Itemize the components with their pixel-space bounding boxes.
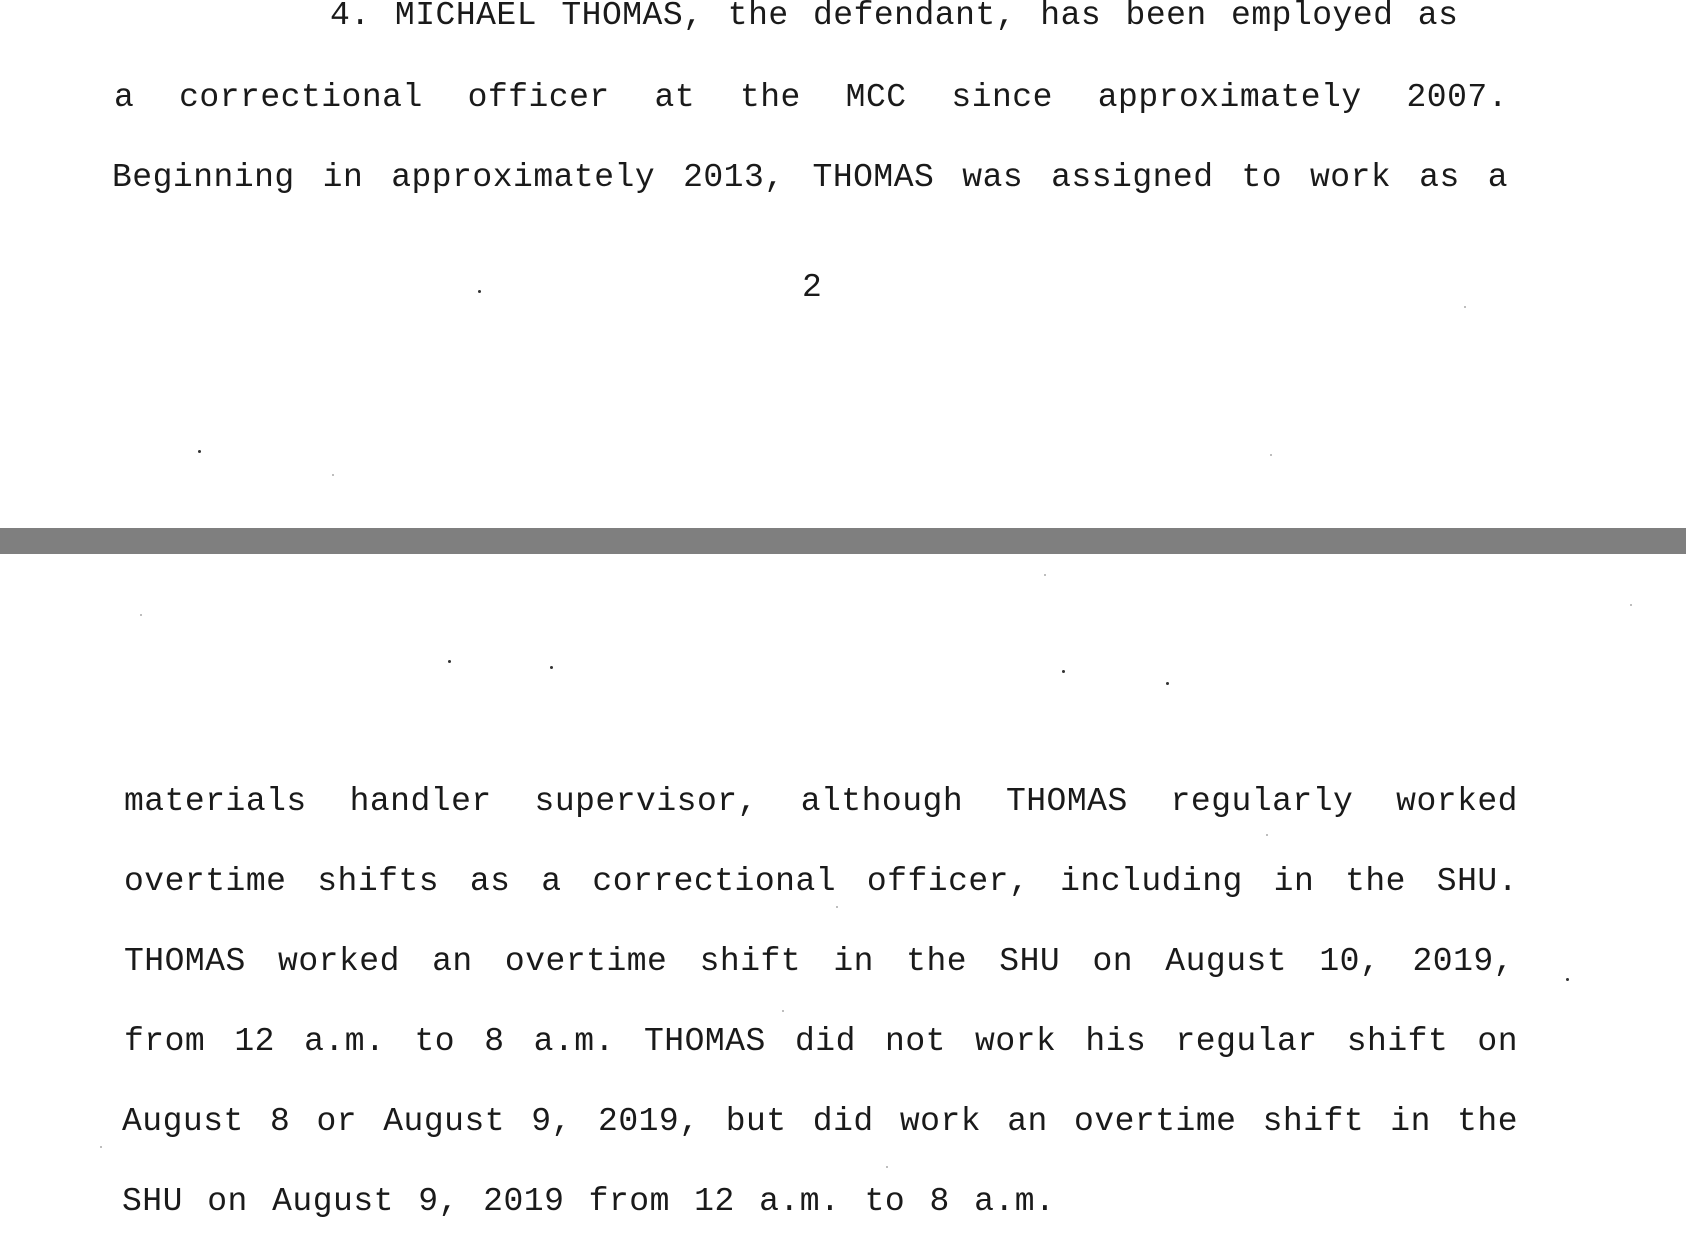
document-page-bottom xyxy=(0,554,1686,1244)
scan-speck xyxy=(1062,670,1065,673)
paragraph-line-6: THOMAS worked an overtime shift in the SHU on August 10, 2019, xyxy=(124,943,1514,980)
page-divider xyxy=(0,528,1686,554)
paragraph-line-5: overtime shifts as a correctional officer, including in the SHU. xyxy=(124,863,1518,900)
scan-speck xyxy=(1044,574,1046,576)
document-page-top xyxy=(0,0,1686,528)
scan-speck xyxy=(1270,454,1272,456)
paragraph-line-9: SHU on August 9, 2019 from 12 a.m. to 8 a.m. xyxy=(122,1183,1056,1220)
scan-speck xyxy=(782,1010,784,1012)
scan-speck xyxy=(478,290,481,293)
scan-speck xyxy=(1166,682,1169,685)
paragraph-line-4: materials handler supervisor, although THOMAS regularly worked xyxy=(124,783,1518,820)
paragraph-line-2: a correctional officer at the MCC since approximately 2007. xyxy=(114,79,1508,116)
paragraph-line-3: Beginning in approximately 2013, THOMAS was assigned to work as a xyxy=(112,159,1508,196)
scan-speck xyxy=(1266,834,1268,836)
scan-speck xyxy=(332,474,334,476)
paragraph-line-8: August 8 or August 9, 2019, but did work an overtime shift in the xyxy=(122,1103,1518,1140)
scan-speck xyxy=(448,660,451,663)
scan-speck xyxy=(100,1146,102,1148)
scan-speck xyxy=(1566,978,1569,981)
scan-speck xyxy=(1464,306,1466,308)
scan-speck xyxy=(886,1166,888,1168)
paragraph-line-1: 4. MICHAEL THOMAS, the defendant, has been employed as xyxy=(330,0,1459,34)
scan-speck xyxy=(1630,604,1632,606)
scan-speck xyxy=(836,906,838,908)
scan-speck xyxy=(198,450,201,453)
paragraph-line-7: from 12 a.m. to 8 a.m. THOMAS did not work his regular shift on xyxy=(124,1023,1518,1060)
scan-speck xyxy=(140,614,142,616)
scan-speck xyxy=(550,666,553,669)
page-number: 2 xyxy=(802,269,822,306)
